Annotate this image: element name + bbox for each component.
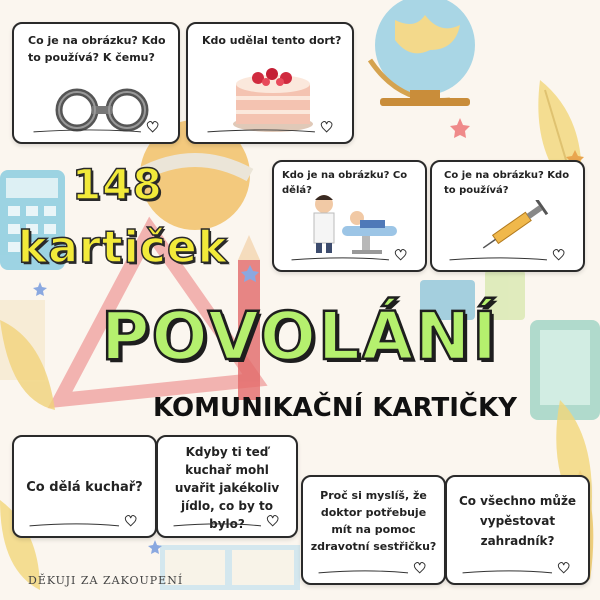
- card-question: Co všechno může vypěstovat zahradník?: [458, 494, 577, 548]
- card-question: Co je na obrázku? Kdo to používá?: [444, 170, 570, 196]
- heart-swirl-icon: [274, 240, 425, 270]
- heart-swirl-icon: [14, 506, 155, 536]
- card-food: [156, 435, 298, 538]
- card-cake: [186, 22, 354, 144]
- card-dentist: [272, 160, 427, 272]
- heart-swirl-icon: [14, 112, 178, 142]
- card-gardener: [445, 475, 590, 585]
- card-question: Kdyby ti teď kuchař mohl uvařit jakékoliv jídlo, co by to bylo?: [174, 445, 280, 531]
- heart-swirl-icon: [158, 506, 296, 536]
- globe-icon: [370, 0, 475, 106]
- card-nurse: [301, 475, 446, 585]
- card-question: Co je na obrázku? Kdo to používá? K čemu?: [28, 34, 166, 64]
- card-count-number: 148: [72, 160, 163, 209]
- card-question: Kdo udělal tento dort?: [202, 34, 342, 47]
- card-syringe: [430, 160, 585, 272]
- heart-swirl-icon: [447, 553, 588, 583]
- card-question: Co dělá kuchař?: [26, 480, 143, 495]
- star-icon: [450, 118, 470, 138]
- subtitle: KOMUNIKAČNÍ KARTIČKY: [153, 393, 517, 423]
- card-count-word: kartiček: [18, 222, 228, 273]
- heart-swirl-icon: [432, 240, 583, 270]
- heart-swirl-icon: [188, 112, 352, 142]
- card-cook: [12, 435, 157, 538]
- card-question: Kdo je na obrázku? Co dělá?: [282, 170, 408, 196]
- heart-swirl-icon: [303, 553, 444, 583]
- main-title: POVOLÁNÍ: [101, 298, 499, 375]
- card-handcuffs: [12, 22, 180, 144]
- card-question: Proč si myslíš, že doktor potřebuje mít na pomoc zdravotní sestřičku?: [310, 489, 437, 553]
- footer-thanks: DĚKUJI ZA ZAKOUPENÍ: [28, 574, 184, 587]
